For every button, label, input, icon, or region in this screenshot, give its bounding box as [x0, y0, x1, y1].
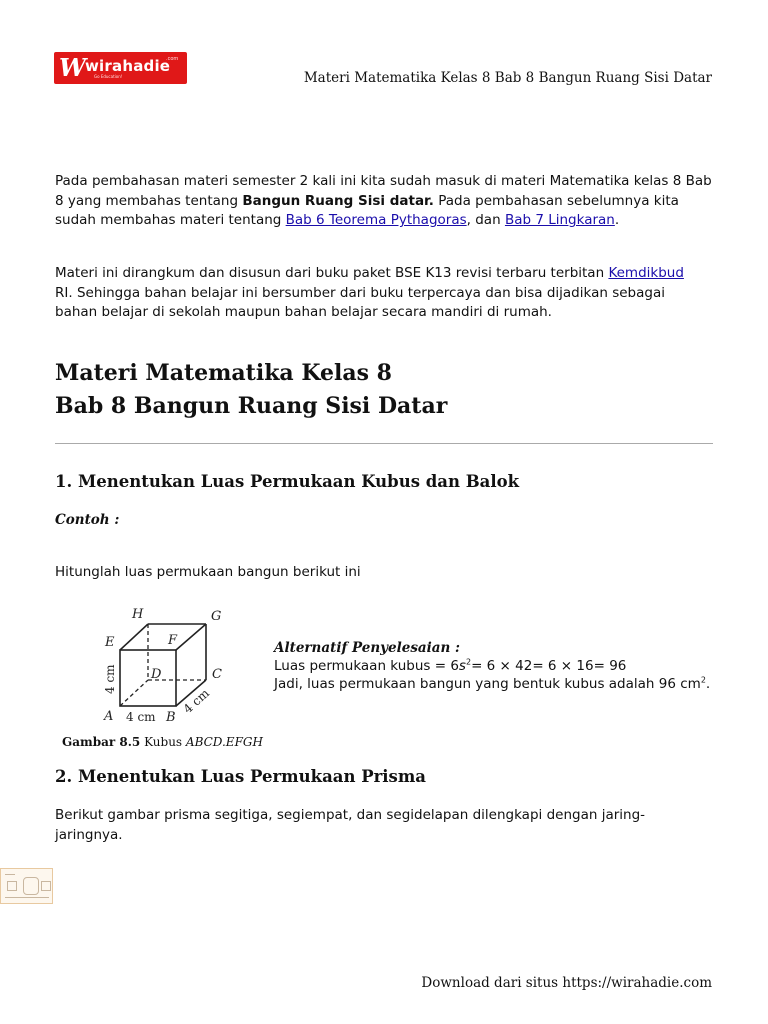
intro-paragraph-2	[55, 264, 695, 323]
section2-text: Berikut gambar prisma segitiga, segiempat, dan segidelapan dilengkapi dengan jaring-jaringnya.	[55, 807, 646, 843]
solution-line2-end: .	[705, 676, 711, 692]
caption-italic: ABCD.EFGH	[185, 735, 263, 749]
intro-p1-start: Pada pembahasan materi semester 2 kali ini kita sudah masuk di materi Matematika kelas 8 Bab 8 yang membahas tentang	[55, 173, 712, 209]
solution-line1-text: Luas permukaan kubus = 6	[274, 658, 459, 674]
figure-caption	[62, 735, 263, 749]
section1-question: Hitunglah luas permukaan bangun berikut ini	[55, 564, 361, 580]
dim-label-vertical: 4 cm	[103, 664, 117, 694]
intro-paragraph-1	[55, 172, 715, 231]
thumb-line	[5, 874, 15, 875]
solution-line1-calc: = 6 × 42= 6 × 16= 96	[471, 658, 627, 674]
intro-p2-end: RI. Sehingga bahan belajar ini bersumber dari buku terpercaya dan bisa dijadikan sebagai bahan belajar di sekolah maupun bahan belajar secara mandiri di rumah.	[55, 284, 665, 320]
solution-sup-2: 2	[465, 657, 472, 667]
footer-text: Download dari situs https://wirahadie.com	[421, 975, 712, 991]
solution-var-s: s	[458, 658, 466, 674]
thumb-square	[7, 881, 17, 891]
main-title-line1: Materi Matematika Kelas 8	[55, 360, 392, 386]
solution-line-1	[274, 657, 714, 675]
vertex-label-d: D	[151, 667, 162, 682]
logo-tagline: Go Education!	[94, 74, 123, 79]
vertex-label-c: C	[212, 667, 222, 682]
intro-p1-end: .	[614, 212, 620, 228]
header-title: Materi Matematika Kelas 8 Bab 8 Bangun Ruang Sisi Datar	[303, 70, 712, 86]
solution-body	[274, 657, 714, 693]
link-kemdikbud[interactable]: Kemdikbud	[608, 265, 684, 281]
link-bab6-pythagoras[interactable]: Bab 6 Teorema Pythagoras	[285, 212, 467, 228]
main-title-line2: Bab 8 Bangun Ruang Sisi Datar	[55, 393, 448, 419]
vertex-label-b: B	[166, 710, 176, 725]
intro-p1-mid: Pada pembahasan sebelumnya kita sudah membahas materi tentang	[55, 192, 679, 228]
solution-line-2	[274, 675, 714, 693]
vertex-label-f: F	[168, 633, 178, 648]
cube-hidden-edge-ad	[120, 680, 148, 706]
intro-p2-start: Materi ini dirangkum dan disusun dari buku paket BSE K13 revisi terbaru terbitan	[55, 265, 609, 281]
section2-heading: 2. Menentukan Luas Permukaan Prisma	[55, 767, 427, 786]
dim-label-bottom: 4 cm	[126, 710, 156, 724]
divider	[55, 443, 713, 444]
dim-label-depth: 4 cm	[180, 686, 212, 717]
main-title	[55, 357, 447, 423]
thumb-square-2	[41, 881, 51, 891]
cube-edge-fg	[176, 624, 206, 650]
caption-text: Kubus	[140, 735, 186, 749]
thumb-line-2	[5, 897, 49, 898]
solution-heading: Alternatif Penyelesaian :	[274, 640, 461, 656]
logo-com: .com	[166, 56, 179, 62]
intro-p1-bold: Bangun Ruang Sisi datar.	[242, 192, 434, 209]
intro-p1-sep: , dan	[466, 212, 505, 228]
section1-heading: 1. Menentukan Luas Permukaan Kubus dan Balok	[55, 472, 520, 491]
thumb-net	[23, 877, 39, 895]
cube-figure	[96, 604, 256, 728]
cube-edge-eh	[120, 624, 148, 650]
prisma-thumbnail-image[interactable]	[0, 868, 53, 904]
solution-line2-text: Jadi, luas permukaan bangun yang bentuk kubus adalah 96 cm	[274, 676, 701, 692]
link-bab7-lingkaran[interactable]: Bab 7 Lingkaran	[504, 212, 615, 228]
caption-number: Gambar 8.5	[62, 735, 141, 749]
vertex-label-a: A	[104, 709, 114, 724]
logo-w-icon: W	[59, 53, 84, 82]
vertex-label-h: H	[132, 607, 144, 622]
solution-line2-sup: 2	[700, 675, 706, 685]
vertex-label-e: E	[105, 635, 115, 650]
logo-text: wirahadie	[85, 57, 171, 75]
cube-front-face	[120, 650, 176, 706]
wirahadie-logo[interactable]	[54, 52, 187, 84]
contoh-label: Contoh :	[55, 512, 120, 528]
vertex-label-g: G	[211, 609, 222, 624]
